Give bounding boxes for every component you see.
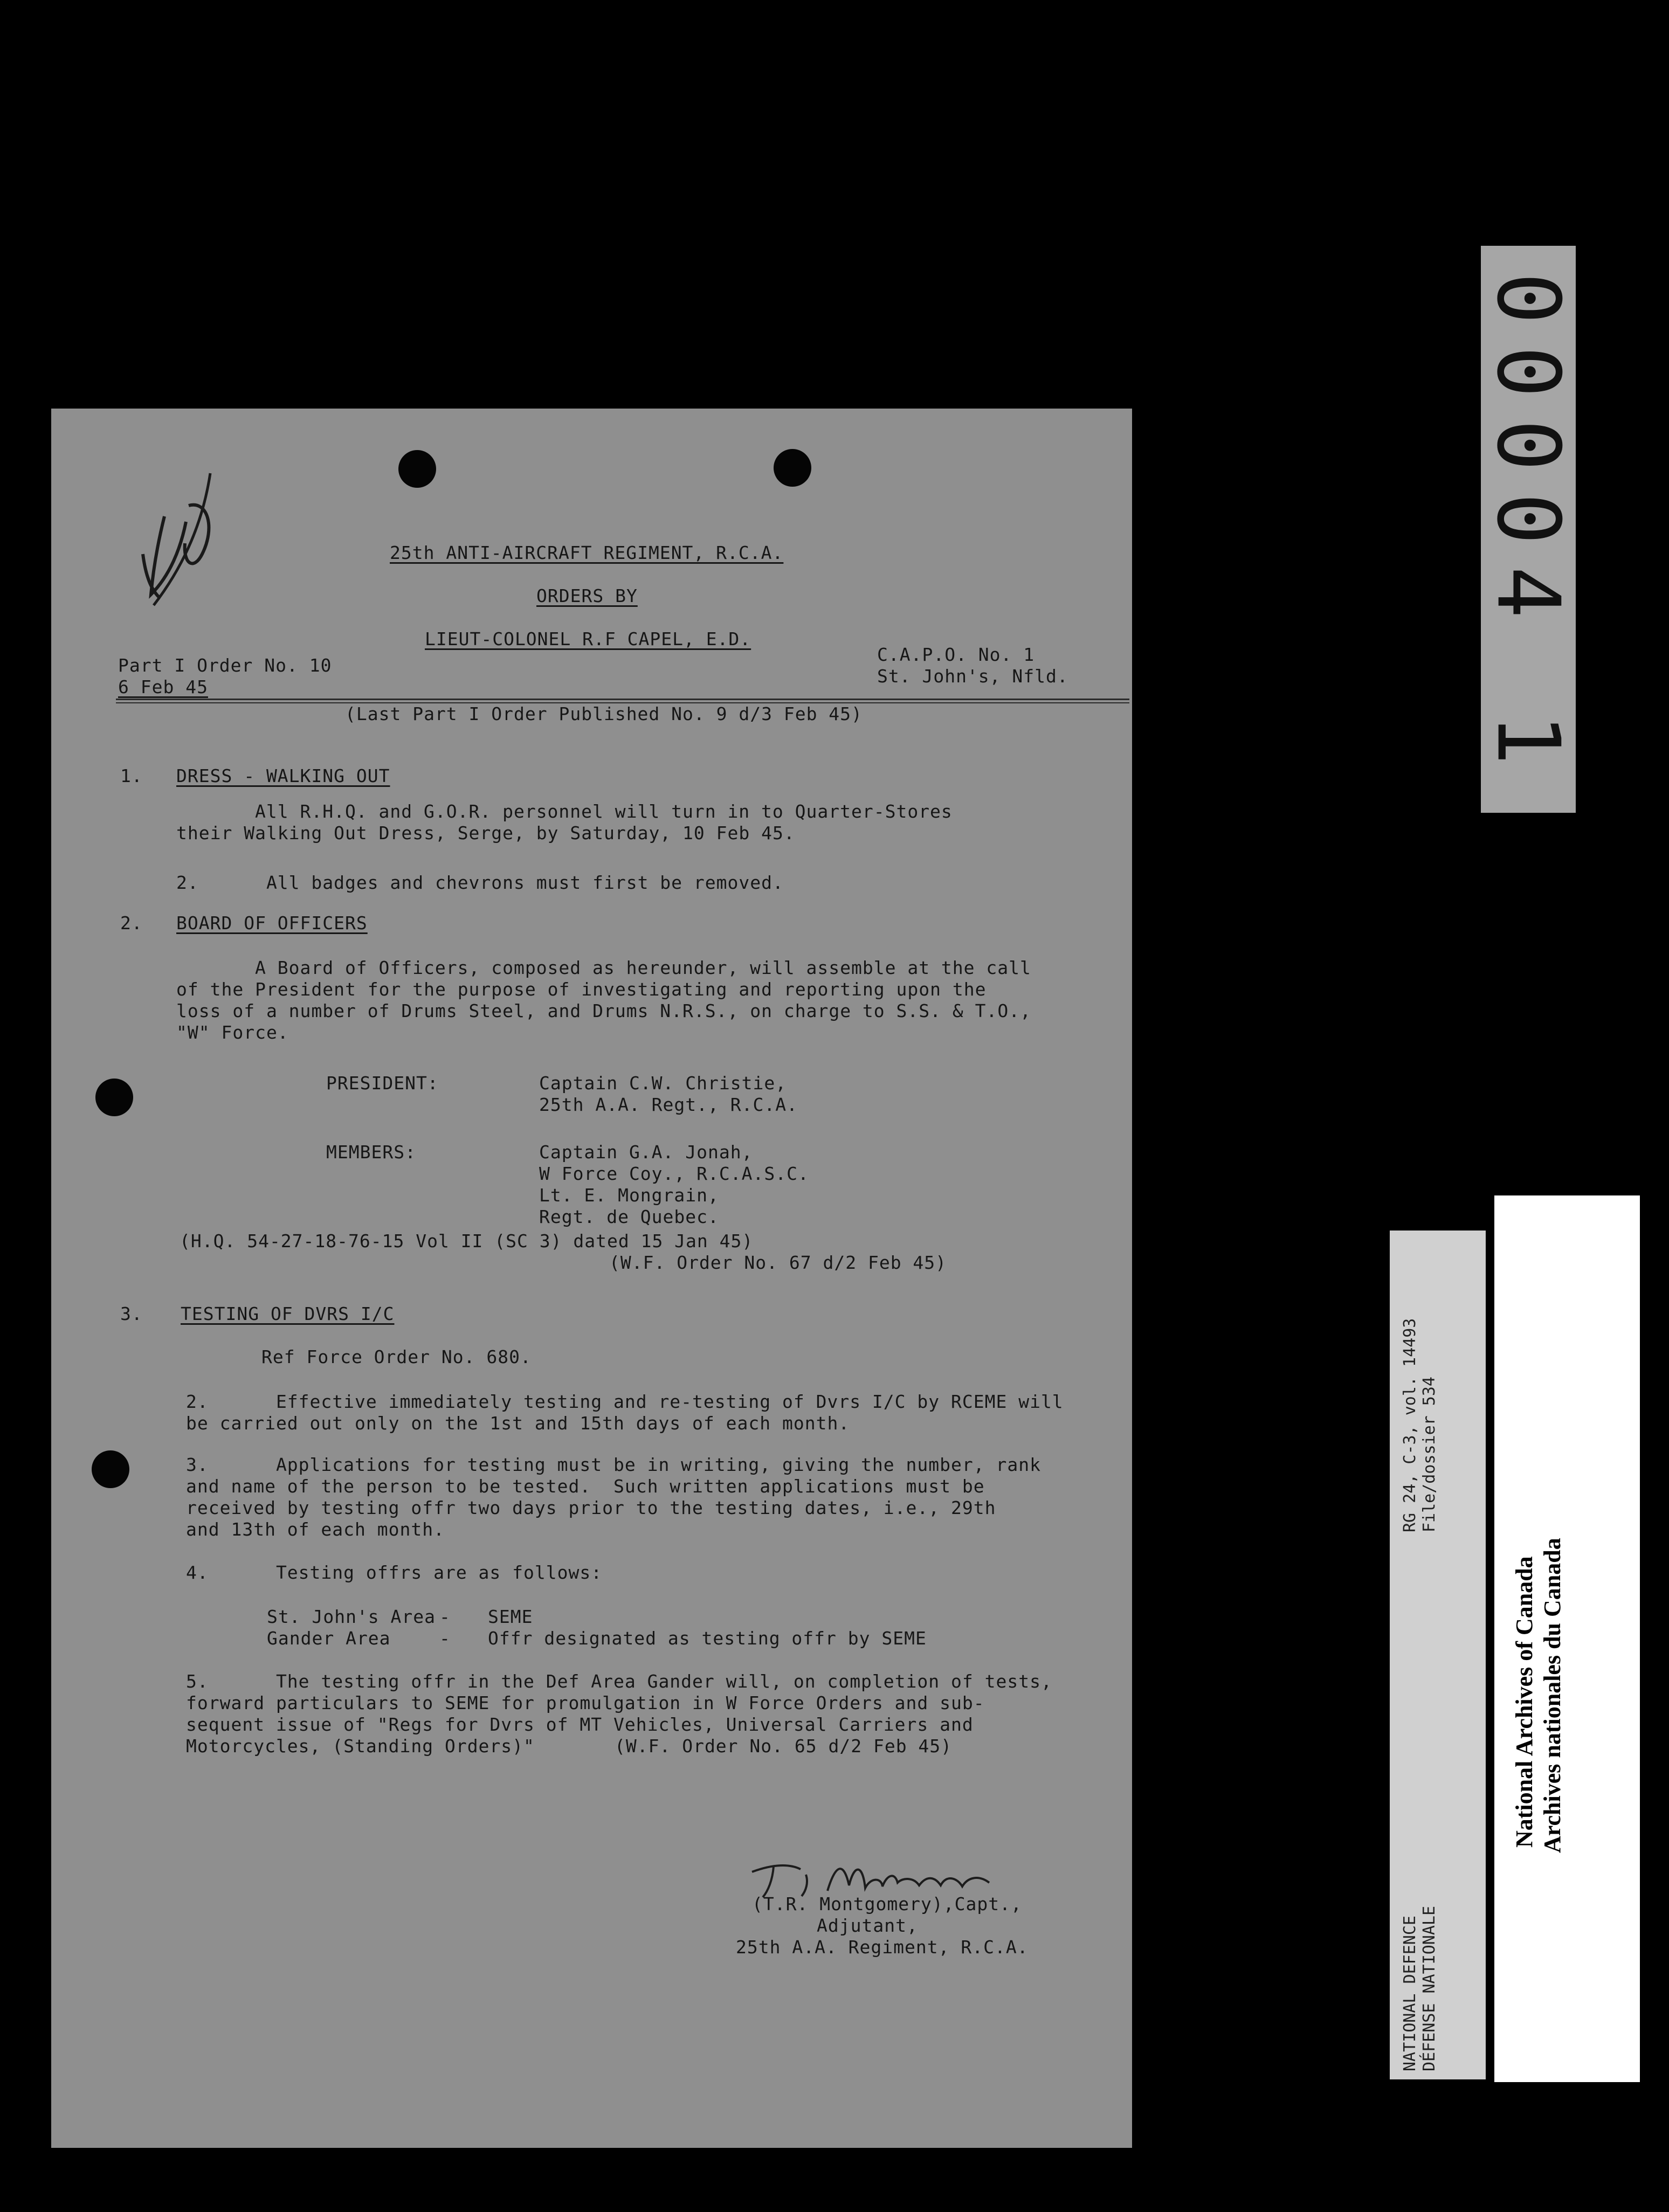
members-label: MEMBERS:	[326, 1142, 416, 1163]
order-date: 6 Feb 45	[118, 676, 208, 697]
punch-hole-top-left	[398, 450, 436, 488]
section-2-text: of the President for the purpose of investigating and reporting upon the	[176, 979, 987, 1000]
area-officer: Offr designated as testing offr by SEME	[488, 1628, 927, 1649]
handwritten-mark	[121, 462, 229, 608]
member-line: Regt. de Quebec.	[539, 1206, 719, 1227]
president-label: PRESIDENT:	[326, 1073, 439, 1094]
last-published: (Last Part I Order Published No. 9 d/3 Feb 45)	[345, 703, 863, 724]
area-dash: -	[439, 1606, 451, 1627]
member-line: W Force Coy., R.C.A.S.C.	[539, 1163, 809, 1184]
archive-ref-line: RG 24, C-3, vol. 14493	[1401, 1318, 1419, 1532]
section-3-para-5: 5. The testing offr in the Def Area Gander will, on completion of tests,	[186, 1671, 1052, 1692]
section-2-text: A Board of Officers, composed as hereunder, will assemble at the call	[255, 957, 1031, 978]
section-2-number: 2.	[120, 913, 143, 934]
section-3-para-4: 4. Testing offrs are as follows:	[186, 1562, 603, 1583]
section-1-number: 1.	[120, 765, 143, 786]
capo-number: C.A.P.O. No. 1	[877, 644, 1035, 665]
section-2-text: "W" Force.	[176, 1022, 289, 1043]
signature-unit: 25th A.A. Regiment, R.C.A.	[736, 1937, 1029, 1958]
department-label: DÉFENSE NATIONALE	[1420, 1905, 1439, 2071]
header-rule	[116, 699, 1129, 700]
punch-hole-left-2	[92, 1450, 129, 1488]
frame-number: 00004 1	[1478, 272, 1579, 787]
section-3-title: TESTING OF DVRS I/C	[181, 1303, 395, 1324]
section-3-para-5: Motorcycles, (Standing Orders)"	[186, 1736, 535, 1757]
president-name: Captain C.W. Christie,	[539, 1073, 787, 1094]
area-dash: -	[439, 1628, 451, 1649]
section-3-para-3: 3. Applications for testing must be in writing, giving the number, rank	[186, 1454, 1041, 1475]
section-2-text: loss of a number of Drums Steel, and Drums N.R.S., on charge to S.S. & T.O.,	[176, 1000, 1031, 1021]
signature-title: Adjutant,	[817, 1915, 918, 1936]
section-2-wf-order: (W.F. Order No. 67 d/2 Feb 45)	[609, 1252, 947, 1273]
order-number: Part I Order No. 10	[118, 655, 332, 676]
signature-name: (T.R. Montgomery),Capt.,	[752, 1893, 1022, 1914]
department-label: NATIONAL DEFENCE	[1401, 1916, 1419, 2071]
section-3-para-3: and name of the person to be tested. Such written applications must be	[186, 1476, 985, 1497]
section-1-para-2: 2. All badges and chevrons must first be removed.	[176, 872, 784, 893]
punch-hole-top-right	[774, 449, 811, 487]
location: St. John's, Nfld.	[877, 666, 1068, 687]
section-1-text: All R.H.Q. and G.O.R. personnel will turn in to Quarter-Stores	[255, 801, 953, 822]
president-unit: 25th A.A. Regt., R.C.A.	[539, 1094, 798, 1115]
national-archives-label	[1494, 1195, 1640, 2082]
archive-ref-line: File/dossier 534	[1420, 1377, 1439, 1532]
archive-reference-label	[1390, 1231, 1486, 2079]
section-3-wf-order: (W.F. Order No. 65 d/2 Feb 45)	[615, 1736, 953, 1757]
archives-name-fr: Archives nationales du Canada	[1539, 1538, 1565, 1853]
section-1-text: their Walking Out Dress, Serge, by Saturday, 10 Feb 45.	[176, 822, 795, 844]
section-2-title: BOARD OF OFFICERS	[176, 913, 368, 934]
section-3-para-2: be carried out only on the 1st and 15th days of each month.	[186, 1413, 850, 1434]
heading-regiment: 25th ANTI-AIRCRAFT REGIMENT, R.C.A.	[390, 542, 784, 563]
area-officer: SEME	[488, 1606, 533, 1627]
section-3-para-2: 2. Effective immediately testing and re-testing of Dvrs I/C by RCEME will	[186, 1391, 1064, 1412]
section-2-reference: (H.Q. 54-27-18-76-15 Vol II (SC 3) dated 15 Jan 45)	[180, 1231, 754, 1252]
area-name: Gander Area	[267, 1628, 391, 1649]
frame-number-strip	[1478, 246, 1579, 813]
member-line: Captain G.A. Jonah,	[539, 1142, 753, 1163]
punch-hole-left-1	[95, 1079, 133, 1116]
section-3-para-5: forward particulars to SEME for promulgation in W Force Orders and sub-	[186, 1692, 985, 1713]
section-3-force-order-ref: Ref Force Order No. 680.	[261, 1346, 532, 1367]
member-line: Lt. E. Mongrain,	[539, 1185, 719, 1206]
heading-orders-by: ORDERS BY	[536, 585, 638, 606]
signature-text: T.R. Montgomery	[741, 1853, 747, 1854]
section-3-para-5: sequent issue of "Regs for Dvrs of MT Vehicles, Universal Carriers and	[186, 1714, 974, 1735]
area-name: St. John's Area	[267, 1606, 436, 1627]
heading-officer: LIEUT-COLONEL R.F CAPEL, E.D.	[425, 628, 751, 649]
document-page	[51, 409, 1132, 2148]
section-3-number: 3.	[120, 1303, 143, 1324]
section-1-title: DRESS - WALKING OUT	[176, 765, 390, 786]
archives-name-en: National Archives of Canada	[1511, 1556, 1537, 1848]
section-3-para-3: received by testing offr two days prior to the testing dates, i.e., 29th	[186, 1497, 996, 1518]
section-3-para-3: and 13th of each month.	[186, 1519, 445, 1540]
